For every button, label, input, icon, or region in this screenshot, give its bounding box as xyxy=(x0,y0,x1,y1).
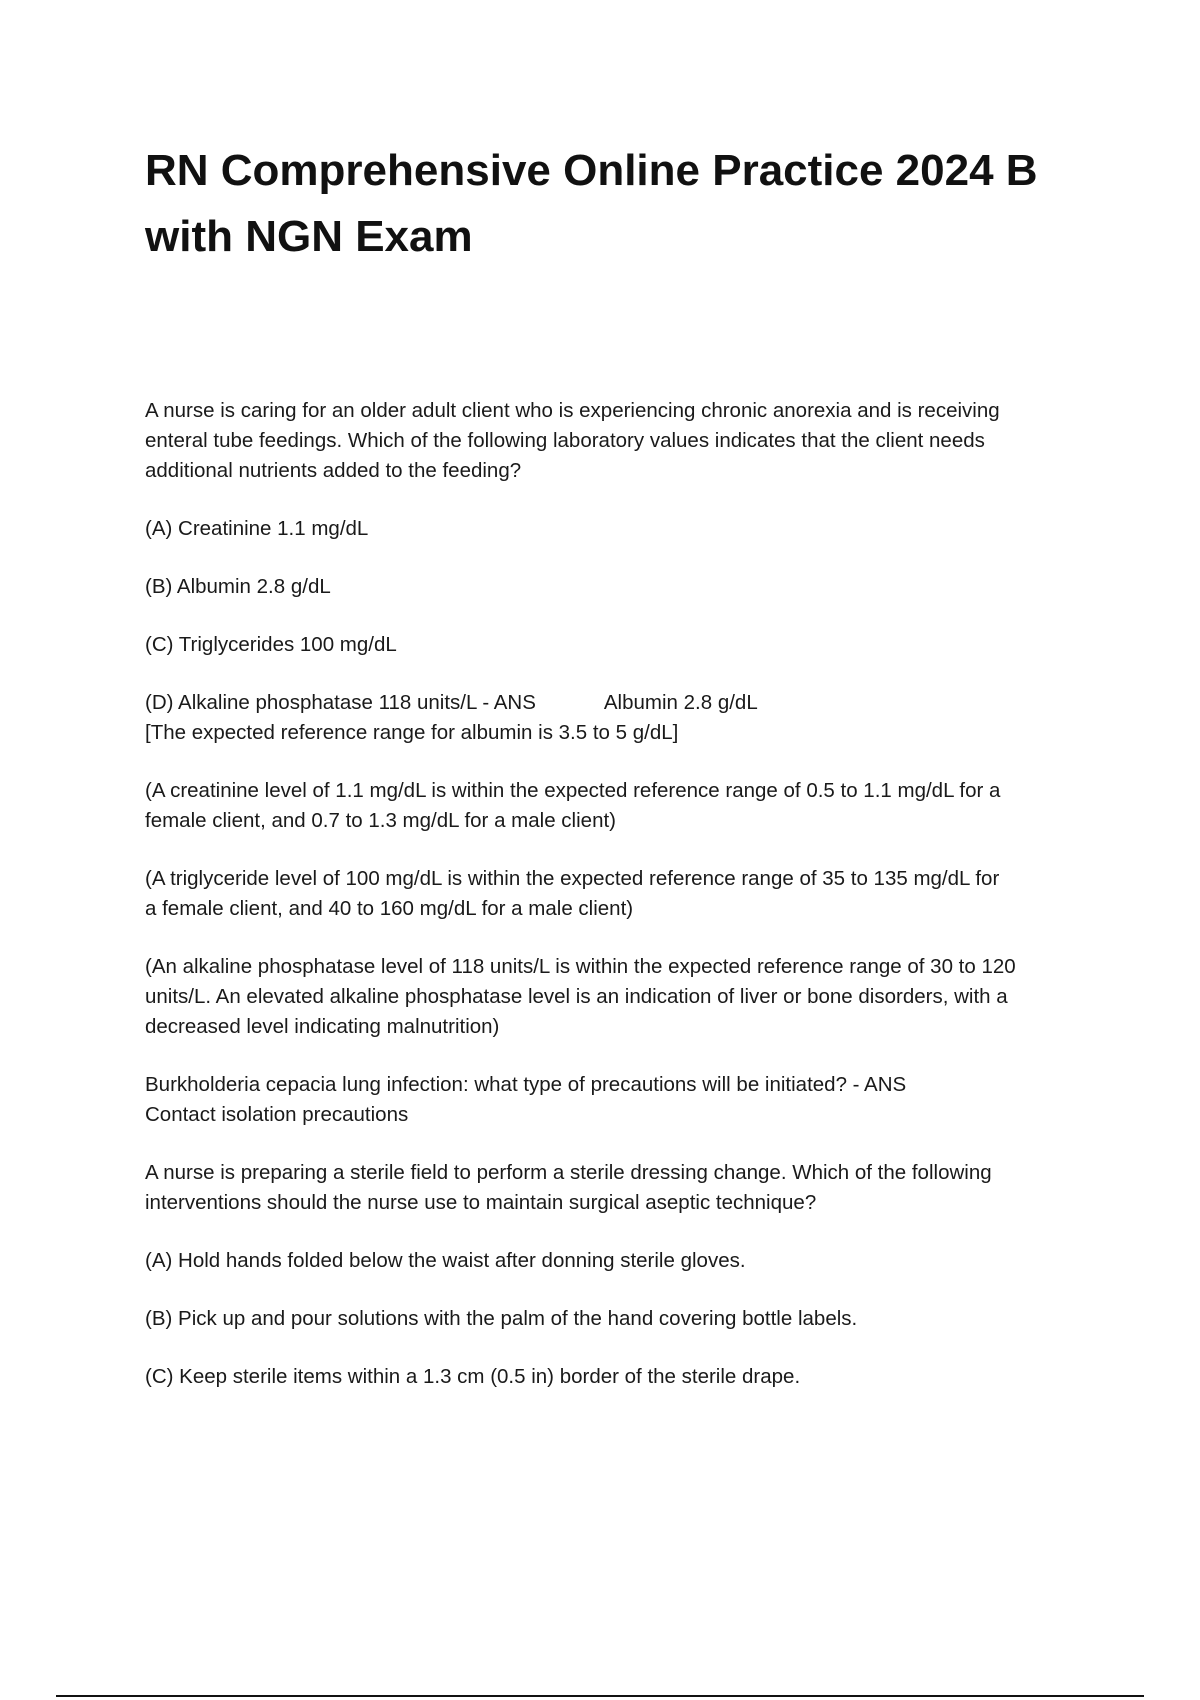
document-title xyxy=(145,138,1105,270)
q1-rationale-creatinine xyxy=(145,776,1095,836)
q1-answer-note: [The expected reference range for albumin is 3.5 to 5 g/dL] xyxy=(145,721,679,744)
rationale-line: a female client, and 40 to 160 mg/dL for a male client) xyxy=(145,897,634,920)
q3-stem-line: A nurse is preparing a sterile field to perform a sterile dressing change. Which of the following xyxy=(145,1161,992,1184)
q1-stem xyxy=(145,396,1095,486)
q3-option-a: (A) Hold hands folded below the waist after donning sterile gloves. xyxy=(145,1249,746,1272)
q3-option-b: (B) Pick up and pour solutions with the palm of the hand covering bottle labels. xyxy=(145,1307,858,1330)
q1-option-a: (A) Creatinine 1.1 mg/dL xyxy=(145,517,369,540)
document-body xyxy=(145,396,1095,1392)
q2-question: Burkholderia cepacia lung infection: what type of precautions will be initiated? - ANS xyxy=(145,1073,907,1096)
q1-rationale-triglyceride xyxy=(145,864,1095,924)
rationale-line: (A creatinine level of 1.1 mg/dL is within the expected reference range of 0.5 to 1.1 mg/dL for a xyxy=(145,779,1001,802)
q2-block xyxy=(145,1070,1095,1130)
q3-stem-line: interventions should the nurse use to maintain surgical aseptic technique? xyxy=(145,1191,817,1214)
q1-option-c: (C) Triglycerides 100 mg/dL xyxy=(145,633,397,656)
q1-stem-line: additional nutrients added to the feeding? xyxy=(145,459,522,482)
q1-stem-line: enteral tube feedings. Which of the following laboratory values indicates that the client needs xyxy=(145,429,985,452)
q1-answer: Albumin 2.8 g/dL xyxy=(603,691,758,714)
rationale-line: (A triglyceride level of 100 mg/dL is within the expected reference range of 35 to 135 mg/dL for xyxy=(145,867,1000,890)
title-line-2: with NGN Exam xyxy=(145,212,473,261)
title-line-1: RN Comprehensive Online Practice 2024 B xyxy=(145,146,1038,195)
q3-stem xyxy=(145,1158,1095,1218)
q3-option-c: (C) Keep sterile items within a 1.3 cm (0.5 in) border of the sterile drape. xyxy=(145,1365,801,1388)
q1-option-d: (D) Alkaline phosphatase 118 units/L - ANS xyxy=(145,691,536,714)
footer-divider xyxy=(56,1695,1144,1697)
rationale-line: units/L. An elevated alkaline phosphatase level is an indication of liver or bone disorders, with a xyxy=(145,985,1008,1008)
q1-option-b: (B) Albumin 2.8 g/dL xyxy=(145,575,331,598)
rationale-line: female client, and 0.7 to 1.3 mg/dL for a male client) xyxy=(145,809,616,832)
rationale-line: decreased level indicating malnutrition) xyxy=(145,1015,500,1038)
q1-rationale-alkaline xyxy=(145,952,1095,1042)
q2-answer: Contact isolation precautions xyxy=(145,1103,409,1126)
q1-stem-line: A nurse is caring for an older adult client who is experiencing chronic anorexia and is receiving xyxy=(145,399,1000,422)
rationale-line: (An alkaline phosphatase level of 118 units/L is within the expected reference range of 30 to 120 xyxy=(145,955,1016,978)
q1-option-d-answer xyxy=(145,688,1095,748)
